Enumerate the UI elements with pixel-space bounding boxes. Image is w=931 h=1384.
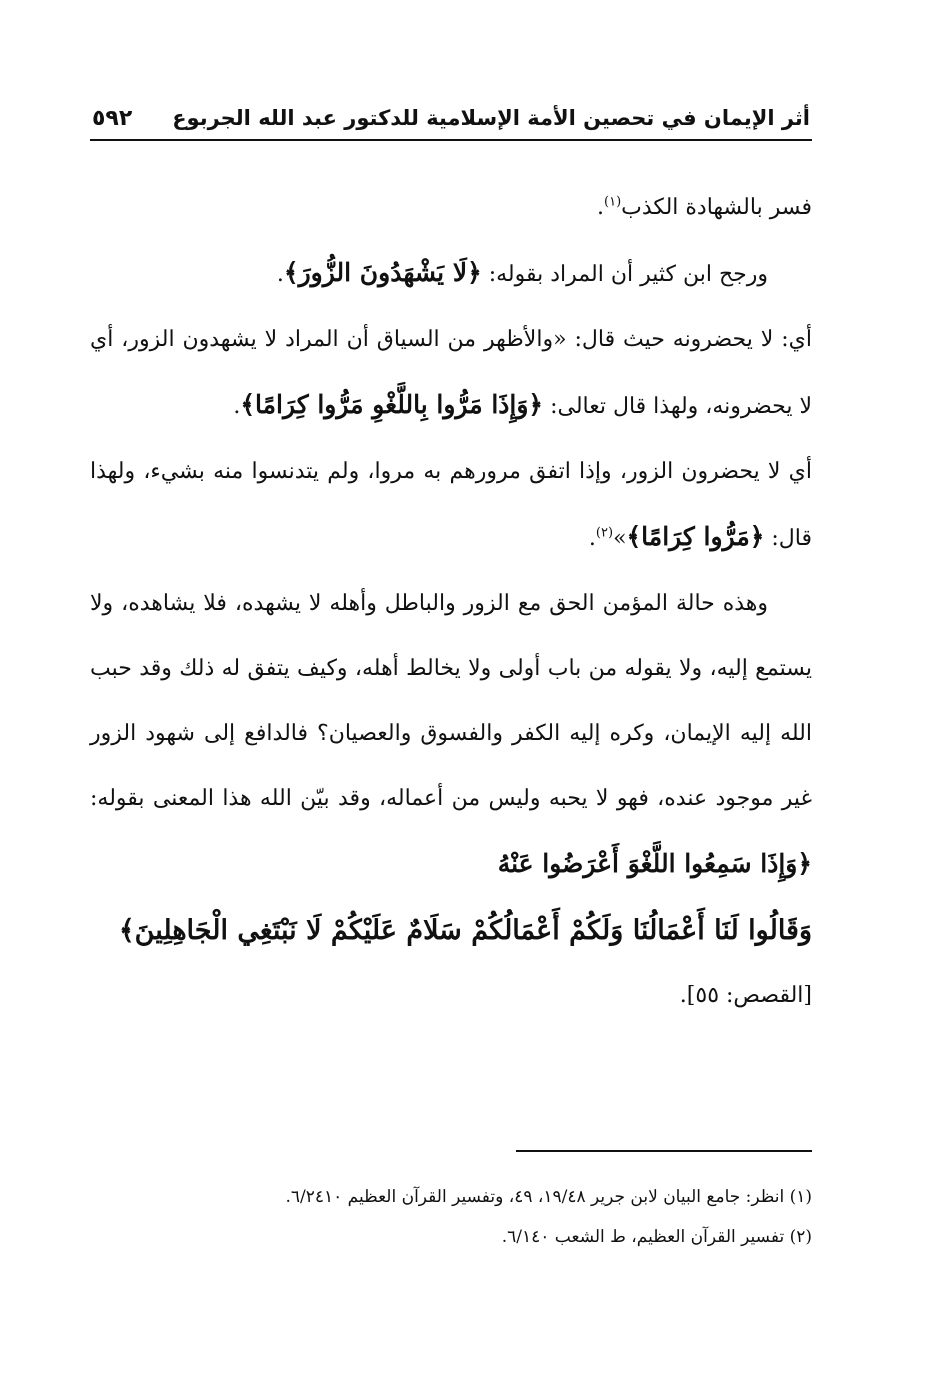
paragraph-5-end: .: [679, 983, 687, 1008]
paragraph-2: [90, 240, 812, 307]
quran-verse-4b: وَقَالُوا لَنَا أَعْمَالُنَا وَلَكُمْ أَعْمَالُكُمْ سَلَامٌ عَلَيْكُمْ لَا نَبْتَغِي الْجَاهِلِينَ﴾: [118, 915, 812, 946]
main-text: [90, 175, 812, 1028]
footnotes: [90, 1177, 812, 1257]
paragraph-2-end: .: [276, 262, 284, 287]
page-number: ٥٩٢: [92, 105, 133, 131]
paragraph-5-text: وهذه حالة المؤمن الحق مع الزور والباطل وأهله لا يشهده، فلا يشاهده، ولا يستمع إليه، ولا يقوله من باب أولى ولا يخالط أهله، وكيف يتفق له ذلك وقد حبب الله إليه الإيمان، وكره إليه الكفر والفسوق والعصيان؟ فالدافع إلى شهود الزور غير موجود عنده، فهو لا يحبه وليس من أعماله، وقد بيّن الله هذا المعنى بقوله:: [90, 591, 812, 811]
paragraph-1: [90, 175, 812, 240]
paragraph-1-text: فسر بالشهادة الكذب: [621, 195, 812, 220]
footnote-rule: [516, 1150, 812, 1152]
paragraph-3: [90, 307, 812, 439]
paragraph-3-text: أي: لا يحضرونه حيث قال: «والأظهر من السياق أن المراد لا يشهدون الزور، أي لا يحضرونه، ولهذا قال تعالى:: [90, 327, 812, 419]
quote-close: »: [613, 526, 627, 551]
footnote-1: (١) انظر: جامع البيان لابن جرير ١٩/٤٨، ٤٩، وتفسير القرآن العظيم ٦/٢٤١٠.: [285, 1187, 812, 1207]
footnote-ref-1[interactable]: (١): [604, 194, 622, 210]
footnote-ref-2[interactable]: (٢): [595, 525, 614, 541]
paragraph-2-text: ورجح ابن كثير أن المراد بقوله:: [481, 262, 768, 287]
paragraph-5: [90, 571, 812, 898]
paragraph-1-end: .: [597, 195, 605, 220]
running-header: [92, 98, 810, 138]
footnote-2: (٢) تفسير القرآن العظيم، ط الشعب ٦/١٤٠.: [501, 1227, 812, 1247]
paragraph-4: [90, 439, 812, 571]
paragraph-4-text: أي لا يحضرون الزور، وإذا اتفق مرورهم به مروا، ولم يتدنسوا منه بشيء، ولهذا قال:: [90, 459, 812, 551]
quran-verse-1: ﴿لَا يَشْهَدُونَ الزُّورَ﴾: [283, 258, 482, 287]
paragraph-4-end: .: [588, 526, 596, 551]
verse-reference-line: [90, 963, 812, 1028]
header-rule: [90, 139, 812, 141]
header-title: أثر الإيمان في تحصين الأمة الإسلامية للدكتور عبد الله الجربوع: [172, 106, 810, 130]
verse-reference: [القصص: ٥٥]: [686, 983, 812, 1008]
quran-verse-2: ﴿وَإِذَا مَرُّوا بِاللَّغْوِ مَرُّوا كِرَامًا﴾: [240, 390, 544, 419]
quran-verse-4a: ﴿وَإِذَا سَمِعُوا اللَّغْوَ أَعْرَضُوا عَنْهُ: [497, 849, 812, 878]
quran-verse-line: [90, 898, 812, 963]
quran-verse-3: ﴿مَرُّوا كِرَامًا﴾: [626, 522, 765, 551]
paragraph-3-end: .: [233, 394, 241, 419]
